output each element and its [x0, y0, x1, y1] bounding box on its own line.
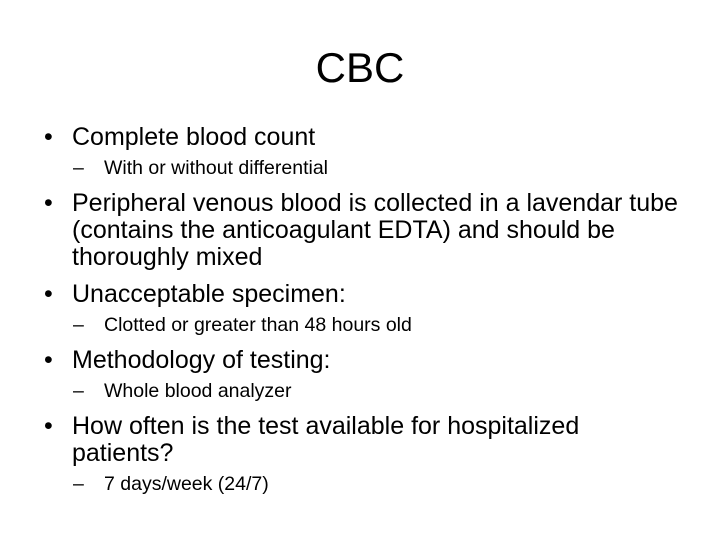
slide-content [44, 124, 684, 506]
sub-bullet-text: Whole blood analyzer [104, 380, 292, 402]
bullet-item [44, 347, 684, 374]
bullet-item [44, 124, 684, 151]
dash-glyph: – [73, 473, 84, 495]
sub-bullet-text: Clotted or greater than 48 hours old [104, 314, 412, 336]
dash-glyph: – [73, 380, 84, 402]
bullet-item [44, 281, 684, 308]
sub-bullet-item [44, 473, 684, 495]
bullet-glyph: • [44, 412, 53, 440]
bullet-text: How often is the test available for hospitalized patients? [72, 412, 580, 467]
bullet-text: Peripheral venous blood is collected in a lavendar tube (contains the anticoagulant EDTA) and should be thoroughly mixed [72, 189, 678, 271]
sub-bullet-item [44, 314, 684, 336]
sub-bullet-item [44, 380, 684, 402]
sub-bullet-text: With or without differential [104, 157, 328, 179]
bullet-text: Unacceptable specimen: [72, 280, 346, 308]
bullet-glyph: • [44, 280, 53, 308]
bullet-glyph: • [44, 189, 53, 217]
dash-glyph: – [73, 157, 84, 179]
bullet-item [44, 190, 684, 271]
bullet-text: Complete blood count [72, 123, 316, 151]
bullet-glyph: • [44, 123, 53, 151]
slide-title: CBC [315, 44, 405, 91]
bullet-text: Methodology of testing: [72, 346, 331, 374]
dash-glyph: – [73, 314, 84, 336]
sub-bullet-item [44, 157, 684, 179]
sub-bullet-text: 7 days/week (24/7) [104, 473, 269, 495]
bullet-glyph: • [44, 346, 53, 374]
bullet-item [44, 413, 684, 467]
